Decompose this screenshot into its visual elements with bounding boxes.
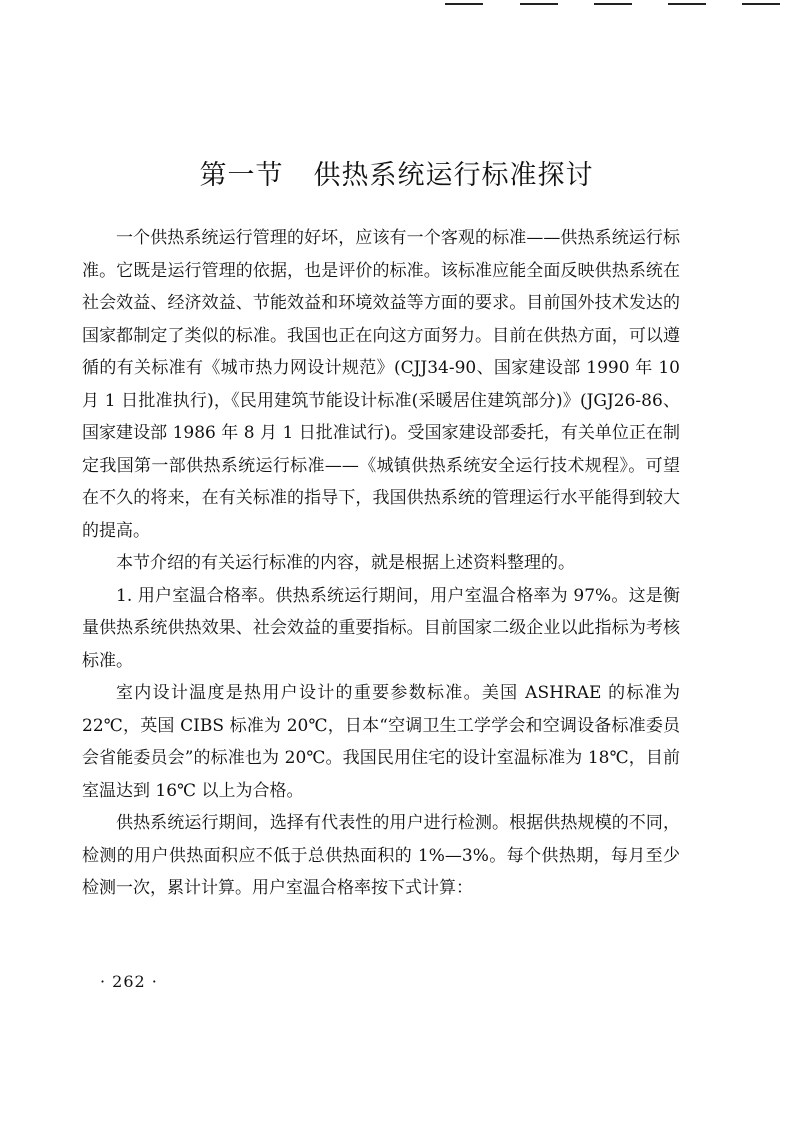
section-heading: 供热系统运行标准探讨 <box>313 160 594 191</box>
top-rule <box>520 3 558 5</box>
paragraph: 一个供热系统运行管理的好坏，应该有一个客观的标准——供热系统运行标准。它既是运行管理的依据，也是评价的标准。该标准应能全面反映供热系统在社会效益、经济效益、节能效益和环境效益等方面的要求。目前国外技术发达的国家都制定了类似的标准。我国也正在向这方面努力。目前在供热方面，可以遵循的有关标准有《城市热力网设计规范》(CJJ34-90、国家建设部 1990 年 10 月 1 日批准执行)，《民用建筑节能设计标准(采暖居住建筑部分)》(JGJ26-86、国家建设部 1986 年 8 月 1 日批准试行)。受国家建设部委托，有关单位正在制定我国第一部供热系统运行标准——《城镇供热系统安全运行技术规程》。可望在不久的将来，在有关标准的指导下，我国供热系统的管理运行水平能得到较大的提高。 <box>82 228 680 541</box>
paragraph: 供热系统运行期间，选择有代表性的用户进行检测。根据供热规模的不同，检测的用户供热面积应不低于总供热面积的 1%—3%。每个供热期，每月至少检测一次，累计计算。用户室温合格率按下式计算： <box>82 813 680 898</box>
paragraph: 本节介绍的有关运行标准的内容，就是根据上述资料整理的。 <box>116 553 575 573</box>
top-rule <box>668 3 706 5</box>
top-decorative-rules <box>0 0 793 10</box>
page-number: · 262 · <box>100 972 158 991</box>
paragraph: 室内设计温度是热用户设计的重要参数标准。美国 ASHRAE 的标准为 22℃，英国 CIBS 标准为 20℃，日本“空调卫生工学学会和空调设备标准委员会省能委员会”的标准也为 20℃。我国民用住宅的设计室温标准为 18℃，目前室温达到 16℃ 以上为合格。 <box>82 683 680 801</box>
body-text <box>82 222 680 905</box>
section-title <box>0 156 793 196</box>
top-rule <box>742 3 780 5</box>
section-number: 第一节 <box>199 160 284 191</box>
top-rule <box>594 3 632 5</box>
paragraph: 1. 用户室温合格率。供热系统运行期间，用户室温合格率为 97%。这是衡量供热系统供热效果、社会效益的重要指标。目前国家二级企业以此指标为考核标准。 <box>82 585 680 671</box>
top-rule <box>445 3 483 5</box>
